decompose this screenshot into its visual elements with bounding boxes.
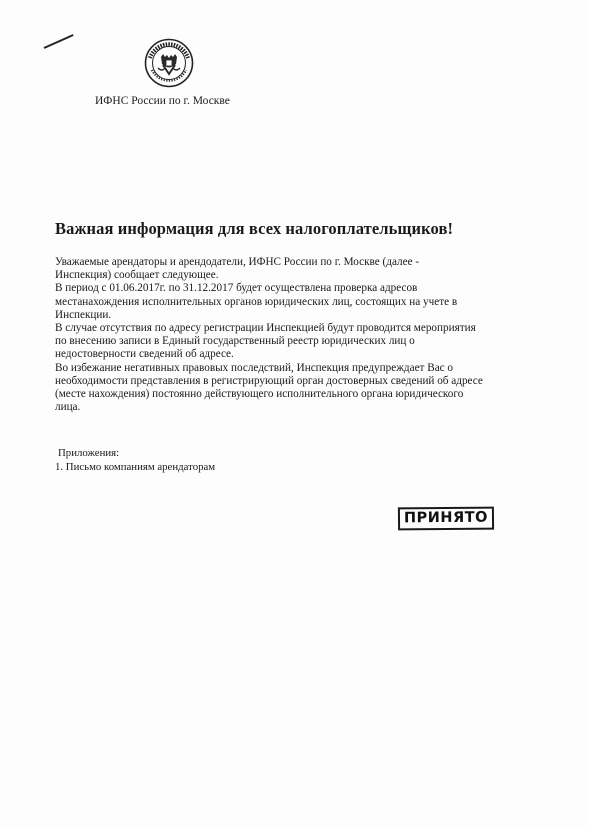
text-line: лица.: [55, 401, 81, 414]
document-body: [55, 256, 505, 414]
attachments-heading: Приложения:: [58, 447, 120, 459]
paragraph-inspection-period: [55, 282, 505, 322]
document-title: Важная информация для всех налогоплательщиков!: [55, 219, 454, 238]
text-line: Инспекция) сообщает следующее.: [55, 269, 219, 282]
text-line: В период с 01.06.2017г. по 31.12.2017 будет осуществлена проверка адресов: [55, 282, 418, 295]
text-line: В случае отсутствия по адресу регистрации Инспекцией будут проводится мероприятия: [55, 322, 476, 335]
text-line: необходимости представления в регистрирующий орган достоверных сведений об адресе: [55, 374, 483, 387]
accepted-stamp: ПРИНЯТО: [398, 507, 494, 531]
text-line: Во избежание негативных правовых последствий, Инспекция предупреждает Вас о: [55, 361, 454, 374]
paragraph-greeting: [55, 256, 505, 282]
pen-mark: [44, 34, 74, 49]
paragraph-absence: [55, 322, 505, 362]
attachment-item: 1. Письмо компаниям арендаторам: [55, 461, 216, 473]
fns-emblem-icon: [144, 38, 194, 88]
text-line: Инспекции.: [55, 308, 112, 321]
text-line: по внесению записи в Единый государственный реестр юридических лиц о: [55, 335, 415, 348]
text-line: Уважаемые арендаторы и арендодатели, ИФНС России по г. Москве (далее -: [55, 256, 420, 268]
attachments-section: [55, 446, 215, 474]
text-line: недостоверности сведений об адресе.: [55, 348, 234, 361]
text-line: местанахождения исполнительных органов юридических лиц, состоящих на учете в: [55, 295, 458, 308]
organization-name: ИФНС России по г. Москве: [95, 95, 230, 107]
paragraph-warning: [55, 362, 505, 415]
text-line: (месте нахождения) постоянно действующего исполнительного органа юридического: [55, 388, 464, 401]
